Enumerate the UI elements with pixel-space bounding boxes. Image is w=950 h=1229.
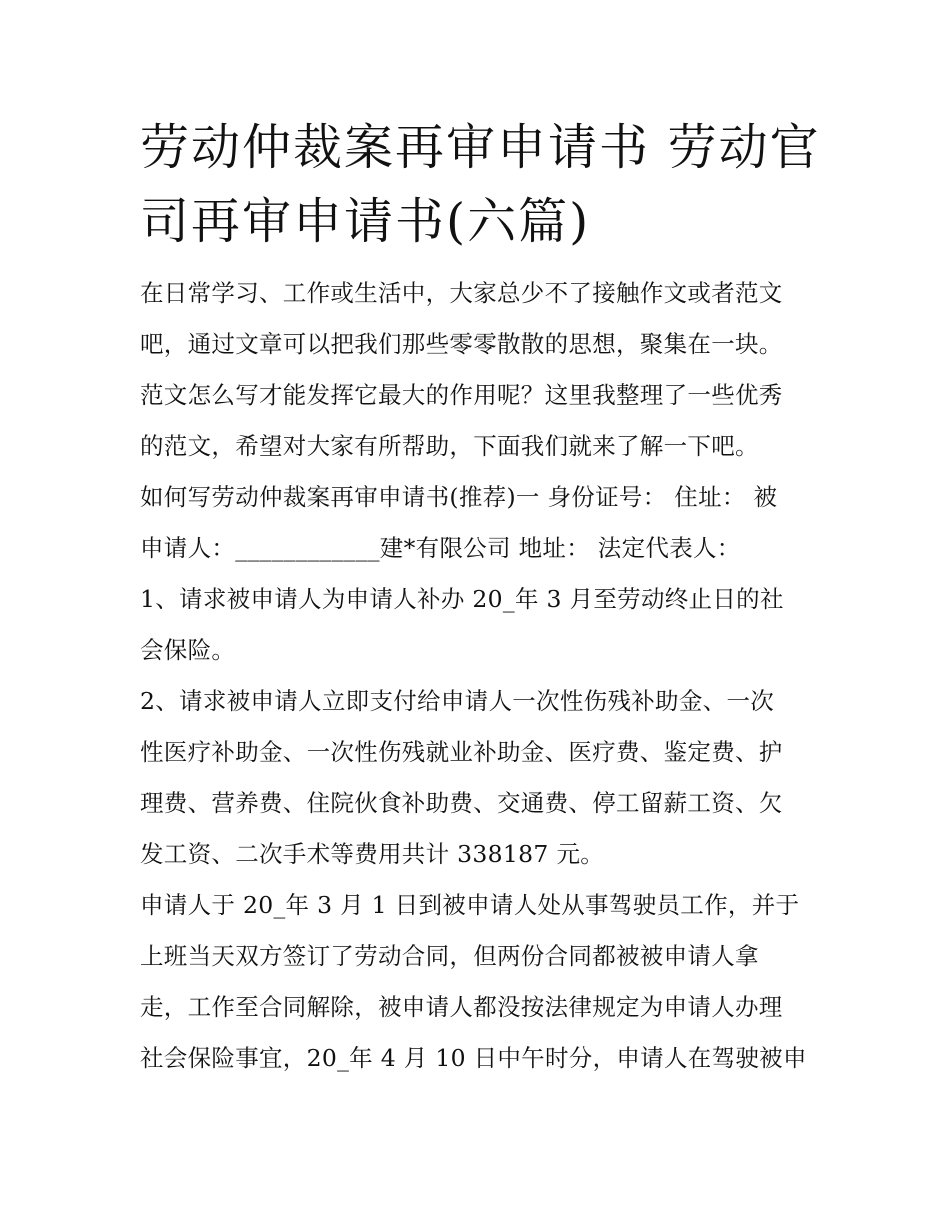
body-line: 在日常学习、工作或生活中，大家总少不了接触作文或者范文 xyxy=(140,279,783,307)
document-body xyxy=(140,268,812,1084)
body-line: 的范文，希望对大家有所帮助，下面我们就来了解一下吧。 xyxy=(140,432,759,460)
title-line: 司再审申请书(六篇) xyxy=(140,193,591,250)
body-line: 申请人：____________建*有限公司 地址： 法定代表人： xyxy=(140,534,741,562)
body-line: 理费、营养费、住院伙食补助费、交通费、停工留薪工资、欠 xyxy=(140,789,783,817)
body-line: 范文怎么写才能发挥它最大的作用呢？这里我整理了一些优秀 xyxy=(140,381,783,409)
body-line: 发工资、二次手术等费用共计 338187 元。 xyxy=(140,840,605,868)
body-line: 如何写劳动仲裁案再审申请书(推荐)一 身份证号： 住址： 被 xyxy=(140,483,778,511)
body-line: 吧，通过文章可以把我们那些零零散散的思想，聚集在一块。 xyxy=(140,330,783,358)
body-line: 性医疗补助金、一次性伤残就业补助金、医疗费、鉴定费、护 xyxy=(140,738,783,766)
body-line: 会保险。 xyxy=(140,636,236,664)
body-line: 走，工作至合同解除，被申请人都没按法律规定为申请人办理 xyxy=(140,993,783,1021)
document-title xyxy=(140,112,821,258)
document-page xyxy=(140,112,821,1084)
body-line: 社会保险事宜，20_年 4 月 10 日中午时分，申请人在驾驶被申 xyxy=(140,1044,807,1072)
body-line: 上班当天双方签订了劳动合同，但两份合同都被被申请人拿 xyxy=(140,942,759,970)
title-line: 劳动仲裁案再审申请书 劳动官 xyxy=(140,119,821,176)
body-line: 1、请求被申请人为申请人补办 20_年 3 月至劳动终止日的社 xyxy=(140,585,784,613)
body-line: 2、请求被申请人立即支付给申请人一次性伤残补助金、一次 xyxy=(140,687,775,715)
body-line: 申请人于 20_年 3 月 1 日到被申请人处从事驾驶员工作，并于 xyxy=(140,891,800,919)
